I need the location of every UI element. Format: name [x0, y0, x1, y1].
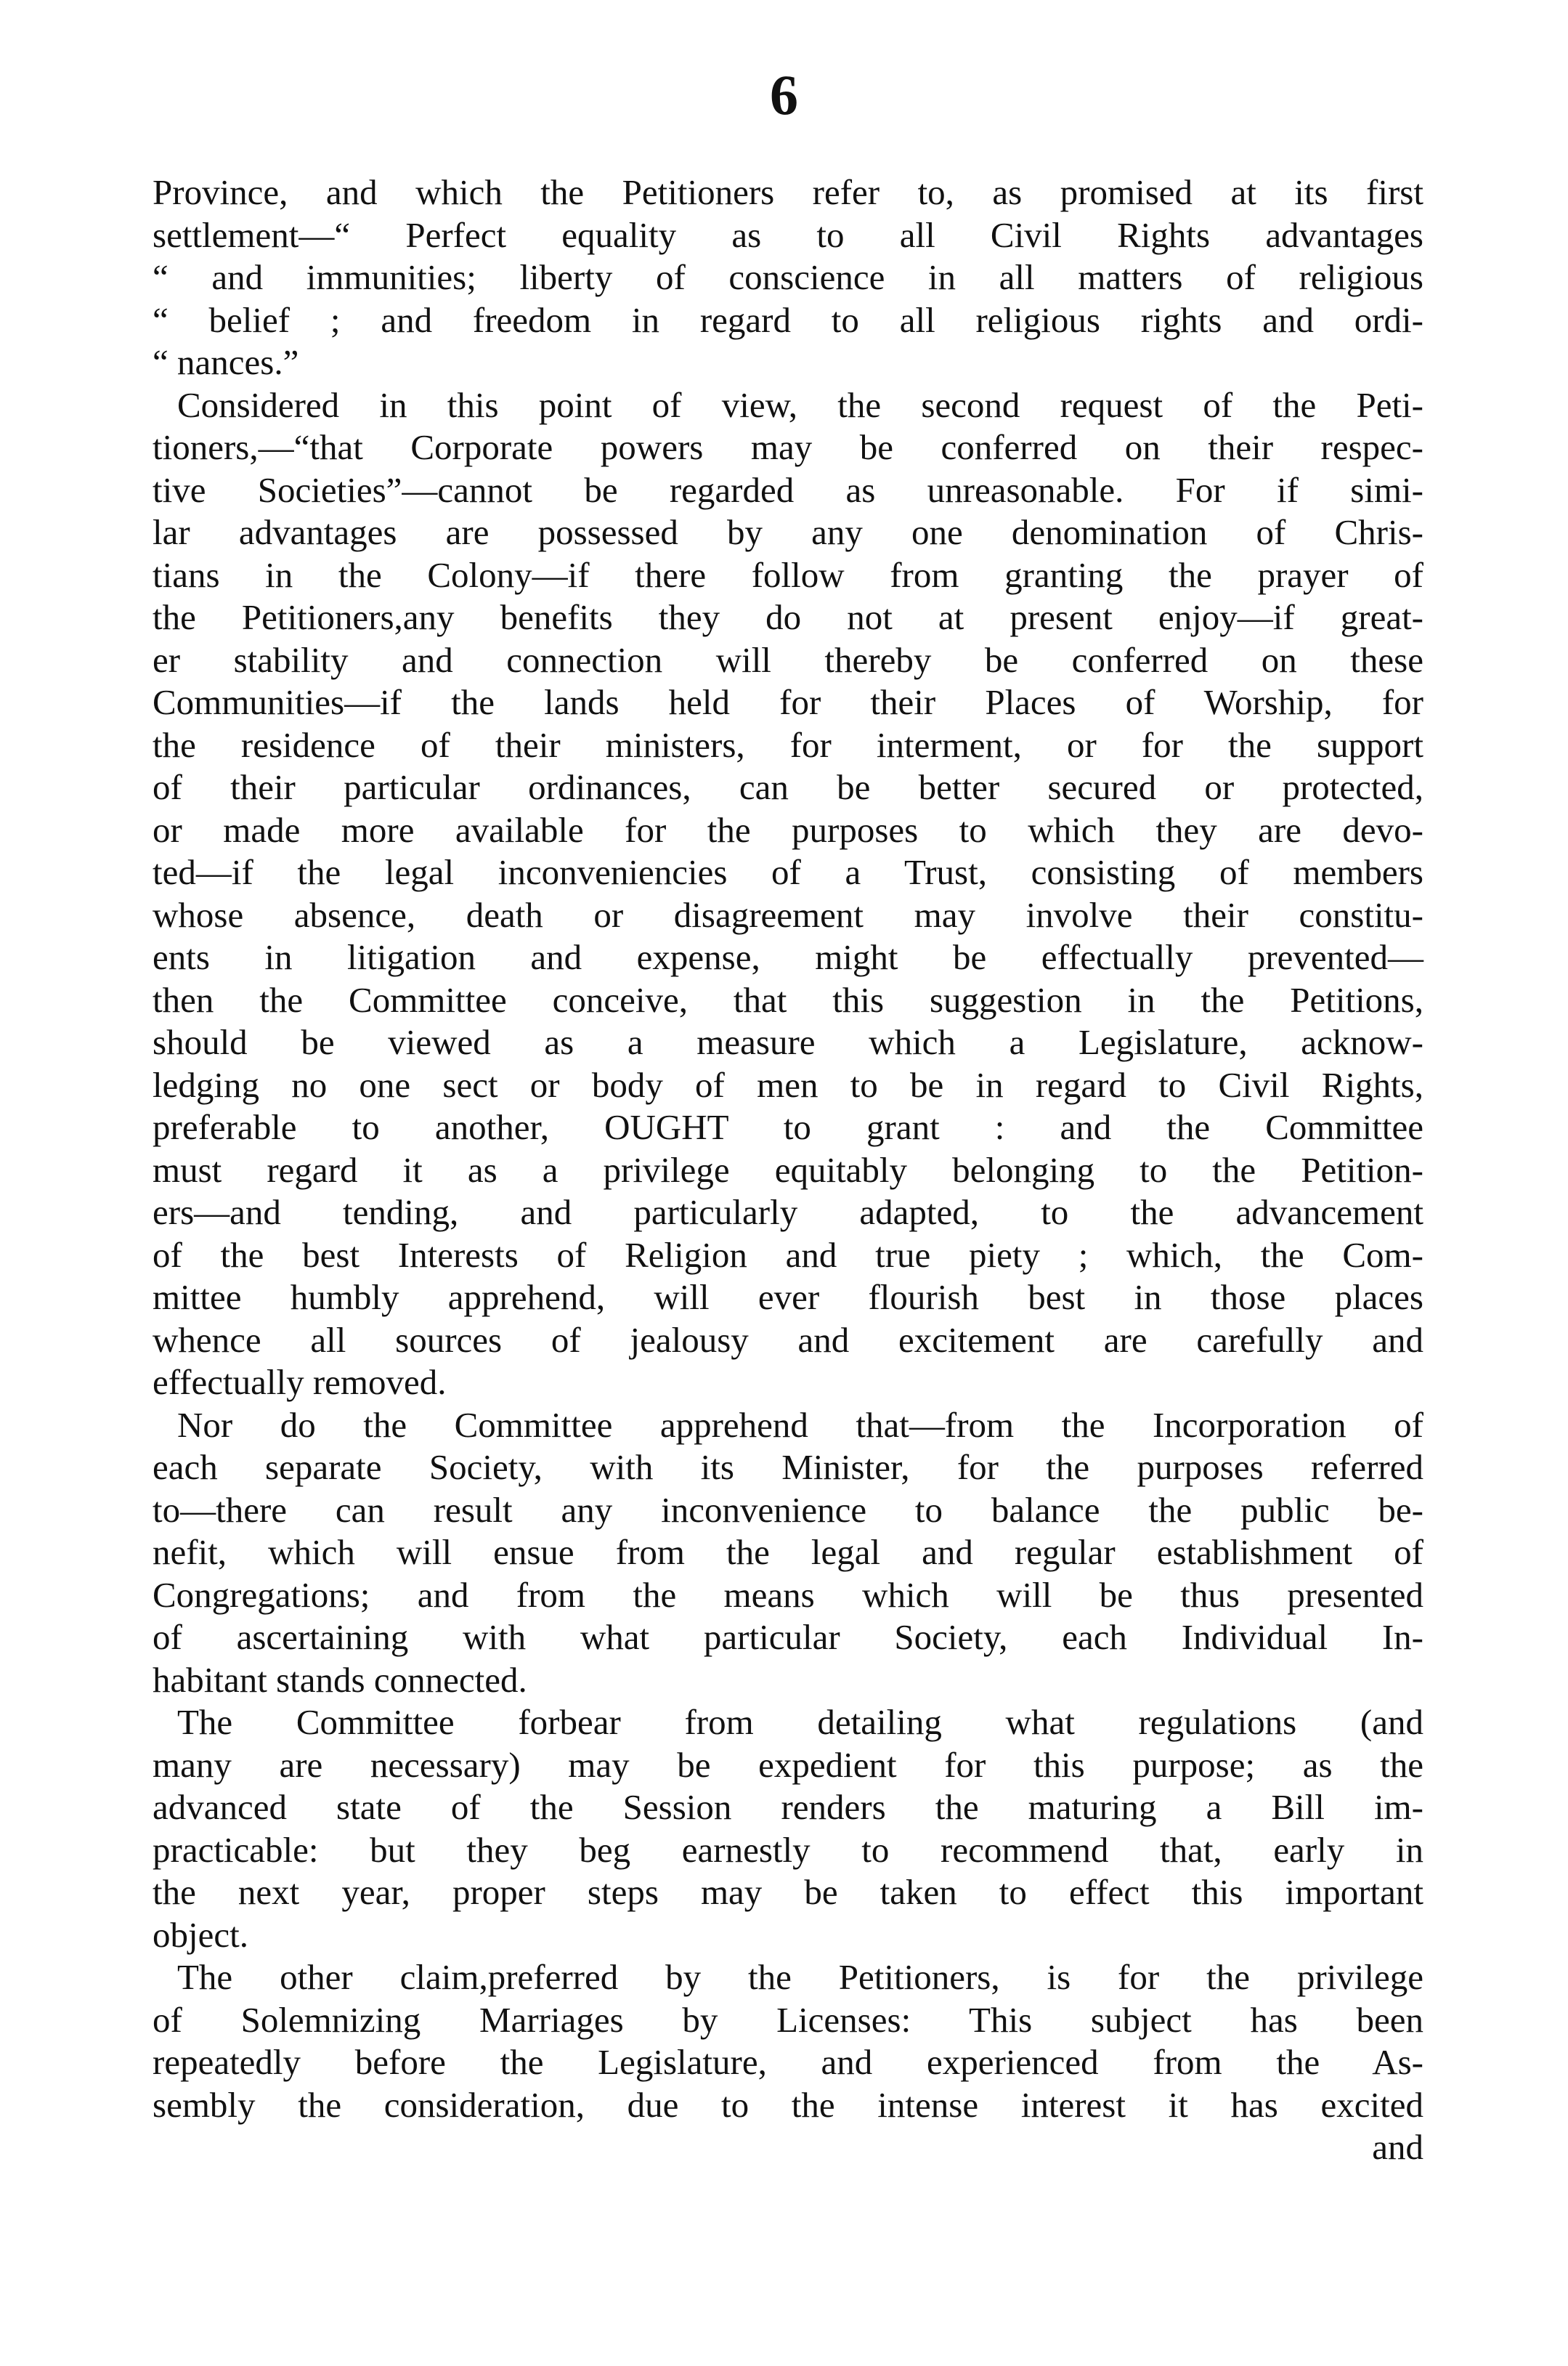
text-line: “ and immunities; liberty of conscience in all matters of religious	[153, 257, 1423, 297]
text-line: ents in litigation and expense, might be effectually prevented—	[153, 937, 1423, 977]
text-line: habitant stands connected.	[153, 1659, 527, 1700]
text-line: Province, and which the Petitioners refer to, as promised at its first	[153, 172, 1423, 212]
text-line: practicable: but they beg earnestly to recommend that, early in	[153, 1829, 1423, 1870]
text-line: ledging no one sect or body of men to be in regard to Civil Rights,	[153, 1064, 1423, 1105]
text-line: preferable to another, OUGHT to grant : and the Committee	[153, 1107, 1423, 1147]
text-line: settlement—“ Perfect equality as to all Civil Rights advantages	[153, 214, 1423, 255]
text-line: Communities—if the lands held for their Places of Worship, for	[153, 682, 1423, 722]
text-line: lar advantages are possessed by any one denomination of Chris-	[153, 512, 1423, 552]
text-line: tians in the Colony—if there follow from granting the prayer of	[153, 554, 1423, 595]
text-line: “ nances.”	[153, 342, 299, 382]
text-line: The Committee forbear from detailing what regulations (and	[177, 1702, 1423, 1742]
text-line: of Solemnizing Marriages by Licenses: This subject has been	[153, 1999, 1423, 2040]
text-line: should be viewed as a measure which a Legislature, acknow-	[153, 1022, 1423, 1062]
text-line: advanced state of the Session renders the maturing a Bill im-	[153, 1787, 1423, 1827]
text-line: object.	[153, 1914, 248, 1955]
text-line: The other claim,preferred by the Petitioners, is for the privilege	[177, 1957, 1423, 1997]
text-line: repeatedly before the Legislature, and experienced from the As-	[153, 2042, 1423, 2082]
text-line: nefit, which will ensue from the legal and regular establishment of	[153, 1532, 1423, 1572]
text-line: effectually removed.	[153, 1362, 447, 1402]
text-line: then the Committee conceive, that this suggestion in the Petitions,	[153, 979, 1423, 1020]
body-text	[153, 171, 1423, 2169]
text-line: tive Societies”—cannot be regarded as unreasonable. For if simi-	[153, 469, 1423, 510]
text-line: of their particular ordinances, can be better secured or protected,	[153, 767, 1423, 807]
text-line: Congregations; and from the means which will be thus presented	[153, 1574, 1423, 1615]
text-line: er stability and connection will thereby be conferred on these	[153, 639, 1423, 680]
text-line: each separate Society, with its Minister, for the purposes referred	[153, 1447, 1423, 1487]
catchword: and	[1372, 2127, 1423, 2167]
text-line: mittee humbly apprehend, will ever flourish best in those places	[153, 1277, 1423, 1317]
text-line: ted—if the legal inconveniencies of a Trust, consisting of members	[153, 852, 1423, 892]
page-number: 6	[770, 63, 798, 126]
text-line: or made more available for the purposes to which they are devo-	[153, 809, 1423, 850]
text-line: “ belief ; and freedom in regard to all religious rights and ordi-	[153, 299, 1423, 340]
text-line: Considered in this point of view, the second request of the Peti-	[177, 384, 1423, 425]
text-line: of the best Interests of Religion and true piety ; which, the Com-	[153, 1234, 1423, 1275]
text-line: the Petitioners,any benefits they do not at present enjoy—if great-	[153, 597, 1423, 637]
text-line: ers—and tending, and particularly adapted, to the advancement	[153, 1192, 1423, 1232]
text-line: the next year, proper steps may be taken to effect this important	[153, 1872, 1423, 1912]
text-line: whose absence, death or disagreement may involve their constitu-	[153, 894, 1423, 935]
text-line: many are necessary) may be expedient for this purpose; as the	[153, 1744, 1423, 1785]
text-line: tioners,—“that Corporate powers may be conferred on their respec-	[153, 427, 1423, 467]
text-line: of ascertaining with what particular Society, each Individual In-	[153, 1617, 1423, 1657]
text-line: to—there can result any inconvenience to balance the public be-	[153, 1489, 1423, 1530]
text-line: the residence of their ministers, for interment, or for the support	[153, 724, 1423, 765]
text-line: whence all sources of jealousy and excitement are carefully and	[153, 1319, 1423, 1360]
text-line: sembly the consideration, due to the intense interest it has excited	[153, 2084, 1423, 2125]
text-line: Nor do the Committee apprehend that—from the Incorporation of	[177, 1404, 1423, 1445]
text-line: must regard it as a privilege equitably belonging to the Petition-	[153, 1149, 1423, 1190]
